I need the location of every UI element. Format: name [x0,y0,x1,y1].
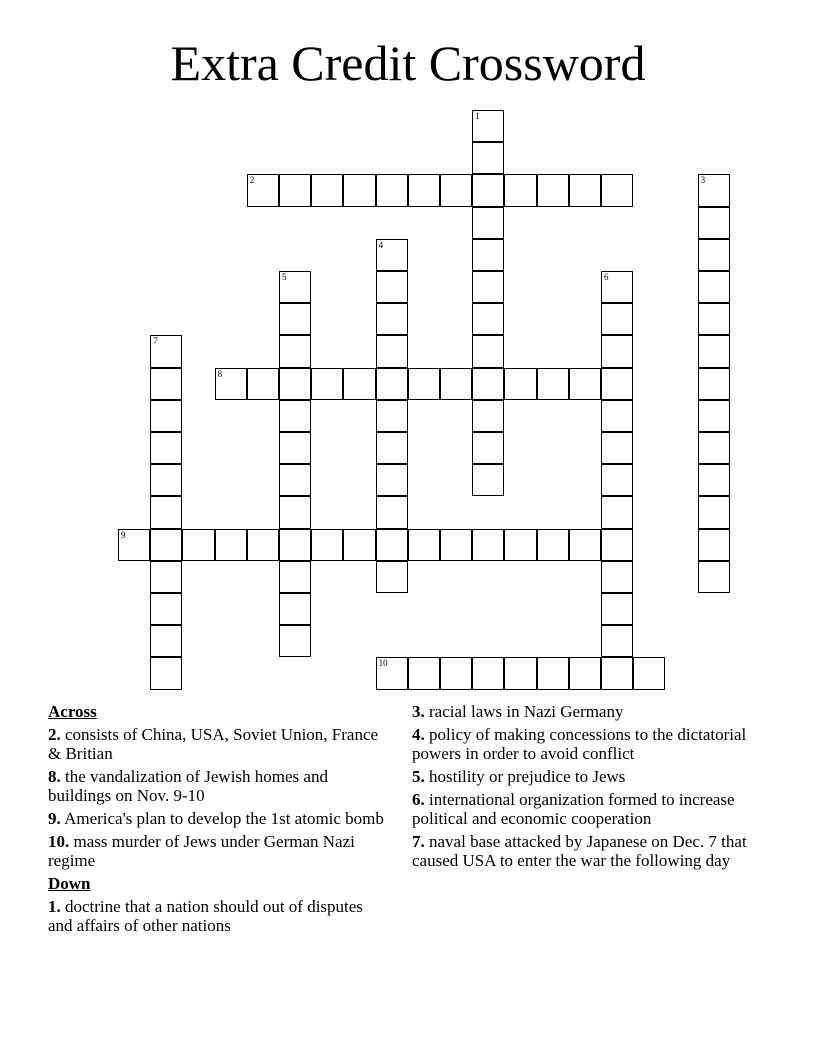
grid-cell[interactable] [150,464,182,496]
grid-cell[interactable] [279,625,311,657]
grid-cell[interactable] [472,432,504,464]
grid-cell[interactable] [182,529,214,561]
down-heading: Down [48,874,91,893]
clues-column-right [412,702,782,874]
grid-cell[interactable] [504,174,536,206]
grid-cell[interactable] [343,174,375,206]
clue-text: racial laws in Nazi Germany [429,702,624,721]
grid-cell[interactable] [698,496,730,528]
grid-cell[interactable] [472,271,504,303]
grid-cell[interactable] [698,464,730,496]
grid-cell[interactable] [440,174,472,206]
grid-cell[interactable] [215,368,247,400]
clue-number: 3. [412,702,425,721]
grid-cell[interactable] [376,529,408,561]
grid-cell[interactable] [698,400,730,432]
grid-cell[interactable] [343,529,375,561]
grid-cell[interactable] [376,335,408,367]
grid-cell[interactable] [150,496,182,528]
clue-number: 6. [412,790,425,809]
grid-cell[interactable] [569,529,601,561]
clue-number: 9. [48,809,61,828]
clue-text: international organization formed to increase political and economic cooperation [412,790,735,828]
cell-number: 9 [121,529,126,540]
grid-cell[interactable] [150,625,182,657]
grid-cell[interactable] [279,303,311,335]
grid-cell[interactable] [343,368,375,400]
grid-cell[interactable] [150,335,182,367]
grid-cell[interactable] [698,207,730,239]
grid-cell[interactable] [440,657,472,689]
cell-number: 6 [604,272,609,282]
grid-cell[interactable] [279,174,311,206]
grid-cell[interactable] [601,464,633,496]
clue-across-2 [48,725,388,763]
grid-cell[interactable] [279,496,311,528]
clue-down-1 [48,897,388,935]
grid-cell[interactable] [698,335,730,367]
grid-cell[interactable] [537,368,569,400]
grid-cell[interactable] [472,464,504,496]
grid-cell[interactable] [472,239,504,271]
grid-cell[interactable] [472,303,504,335]
grid-cell[interactable] [215,529,247,561]
grid-cell[interactable] [376,561,408,593]
grid-cell[interactable] [601,174,633,206]
clues-column-left [48,702,388,939]
clue-number: 4. [412,725,425,744]
grid-cell[interactable] [472,400,504,432]
clue-across-10 [48,832,388,870]
grid-cell[interactable] [150,593,182,625]
grid-cell[interactable] [376,432,408,464]
grid-cell[interactable] [698,561,730,593]
grid-cell[interactable] [601,335,633,367]
grid-cell[interactable] [601,625,633,657]
grid-cell[interactable] [279,464,311,496]
grid-cell[interactable] [504,529,536,561]
grid-cell[interactable] [150,561,182,593]
page-title: Extra Credit Crossword [170,35,646,91]
grid-cell[interactable] [376,303,408,335]
cell-number: 2 [249,175,255,186]
grid-cell[interactable] [698,174,730,206]
grid-cell[interactable] [279,368,311,400]
grid-cell[interactable] [472,529,504,561]
grid-cell[interactable] [150,400,182,432]
grid-cell[interactable] [376,496,408,528]
grid-cell[interactable] [279,335,311,367]
clue-text: policy of making concessions to the dictatorial powers in order to avoid conflict [412,725,747,763]
clue-down-6 [412,790,782,828]
grid-cell[interactable] [376,271,408,303]
grid-cell[interactable] [601,561,633,593]
grid-cell[interactable] [569,368,601,400]
clue-text: the vandalization of Jewish homes and buildings on Nov. 9-10 [48,767,328,805]
grid-cell[interactable] [698,303,730,335]
grid-cell[interactable] [537,174,569,206]
clue-number: 7. [412,832,425,851]
grid-cell[interactable] [569,657,601,689]
grid-cell[interactable] [376,239,408,271]
grid-cell[interactable] [504,657,536,689]
grid-cell[interactable] [601,271,633,303]
cell-number: 4 [378,239,384,250]
clue-across-8 [48,767,388,805]
grid-cell[interactable] [601,496,633,528]
grid-cell[interactable] [376,174,408,206]
grid-cell[interactable] [311,368,343,400]
grid-cell[interactable] [472,174,504,206]
grid-cell[interactable] [311,174,343,206]
grid-cell[interactable] [440,368,472,400]
grid-cell[interactable] [472,335,504,367]
grid-cell[interactable] [472,110,504,142]
grid-cell[interactable] [601,400,633,432]
clue-number: 2. [48,725,61,744]
grid-cell[interactable] [537,529,569,561]
cell-number: 8 [217,368,223,379]
grid-cell[interactable] [279,593,311,625]
clue-down-3 [412,702,782,721]
grid-cell[interactable] [408,657,440,689]
clue-number: 5. [412,767,425,786]
grid-cell[interactable] [150,529,182,561]
grid-cell[interactable] [472,368,504,400]
clue-down-7 [412,832,782,870]
grid-cell[interactable] [601,657,633,689]
cell-number: 5 [282,272,287,282]
grid-cell[interactable] [698,529,730,561]
grid-cell[interactable] [698,432,730,464]
grid-cell[interactable] [376,657,408,689]
clue-down-5 [412,767,782,786]
grid-cell[interactable] [247,174,279,206]
grid-cell[interactable] [601,432,633,464]
grid-cell[interactable] [472,657,504,689]
grid-cell[interactable] [472,207,504,239]
grid-cell[interactable] [537,657,569,689]
clue-number: 1. [48,897,61,916]
clue-down-4 [412,725,782,763]
grid-cell[interactable] [150,657,182,689]
clue-text: mass murder of Jews under German Nazi regime [48,832,355,870]
grid-cell[interactable] [247,529,279,561]
cell-number: 1 [475,111,480,121]
grid-cell[interactable] [247,368,279,400]
grid-cell[interactable] [150,368,182,400]
grid-cell[interactable] [633,657,665,689]
clue-text: consists of China, USA, Soviet Union, France & Britian [48,725,379,763]
cell-number: 7 [153,336,158,347]
cell-number: 10 [378,658,388,669]
grid-cell[interactable] [601,303,633,335]
clue-number: 10. [48,832,70,851]
grid-cell[interactable] [601,593,633,625]
clue-text: naval base attacked by Japanese on Dec. 7 that caused USA to enter the war the following day [412,832,747,870]
cell-number: 3 [700,175,706,186]
grid-cell[interactable] [376,400,408,432]
grid-cell[interactable] [311,529,343,561]
grid-cell[interactable] [279,432,311,464]
grid-cell[interactable] [698,271,730,303]
grid-cell[interactable] [472,142,504,174]
grid-cell[interactable] [408,368,440,400]
grid-cell[interactable] [150,432,182,464]
grid-cell[interactable] [601,368,633,400]
grid-cell[interactable] [279,271,311,303]
grid-cell[interactable] [118,529,150,561]
clue-text: America's plan to develop the 1st atomic bomb [64,809,384,828]
grid-cell[interactable] [408,529,440,561]
grid-cell[interactable] [440,529,472,561]
grid-cell[interactable] [376,368,408,400]
grid-cell[interactable] [698,368,730,400]
clue-across-9 [48,809,388,828]
grid-cell[interactable] [504,368,536,400]
grid-cell[interactable] [279,400,311,432]
grid-cell[interactable] [376,464,408,496]
across-heading: Across [48,702,97,721]
grid-cell[interactable] [279,529,311,561]
grid-cell[interactable] [698,239,730,271]
grid-cell[interactable] [279,561,311,593]
clue-text: doctrine that a nation should out of disputes and affairs of other nations [48,897,363,935]
grid-cell[interactable] [408,174,440,206]
clue-text: hostility or prejudice to Jews [429,767,626,786]
grid-cell[interactable] [601,529,633,561]
clue-number: 8. [48,767,61,786]
grid-cell[interactable] [569,174,601,206]
